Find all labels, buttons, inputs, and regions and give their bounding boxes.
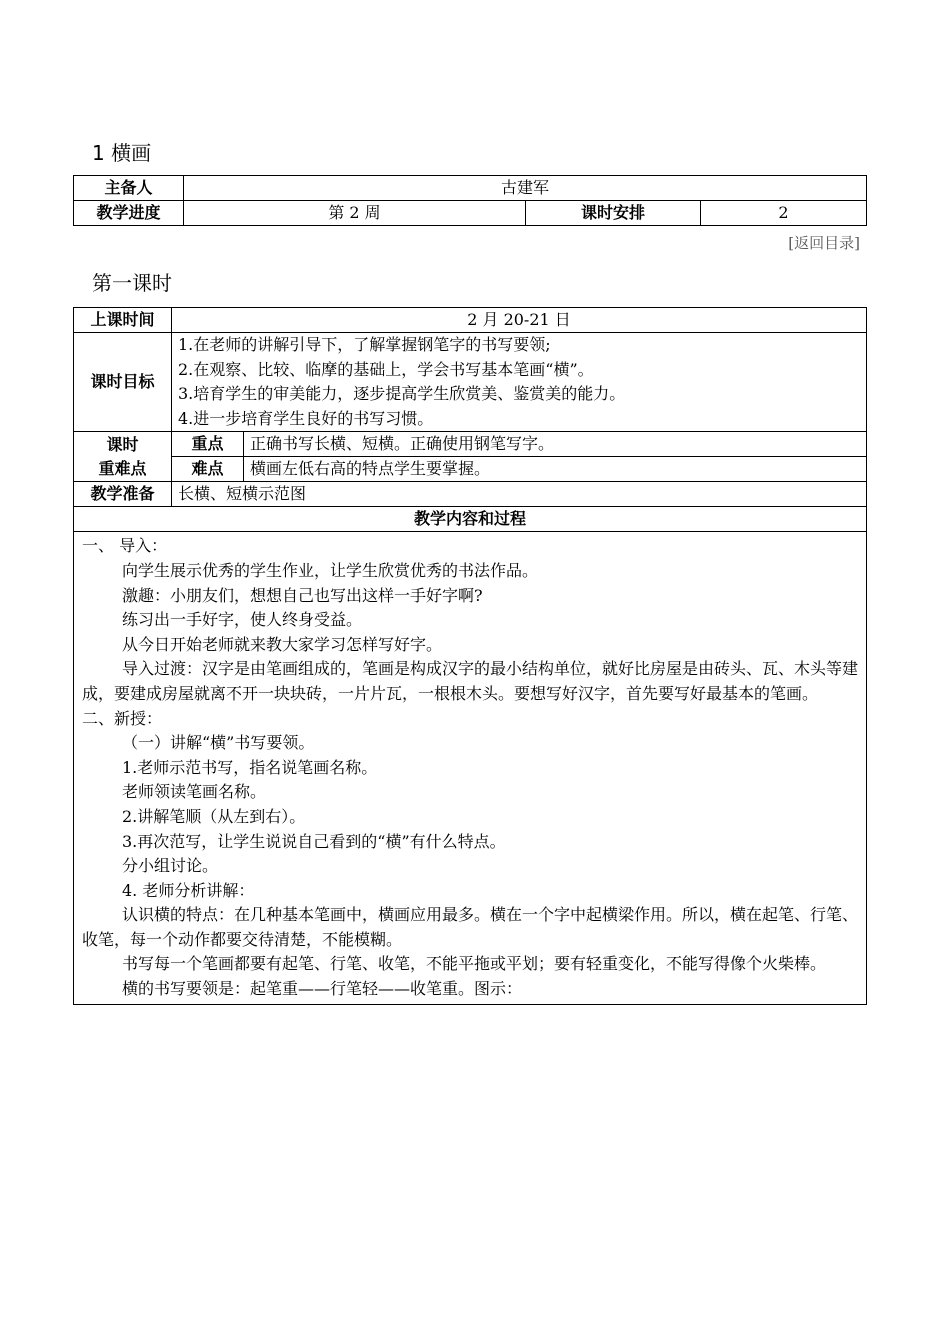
progress-label: 教学进度 xyxy=(74,201,184,226)
preparation-row xyxy=(74,482,867,507)
goals-label: 课时目标 xyxy=(74,333,172,432)
process-paragraph: 1.老师示范书写，指名说笔画名称。 xyxy=(122,757,378,777)
preparation-text: 长横、短横示范图 xyxy=(172,482,867,507)
goals-row xyxy=(74,333,867,432)
progress-value: 第 2 周 xyxy=(184,201,526,226)
process-paragraph: 激趣：小朋友们，想想自己也写出这样一手好字啊? xyxy=(122,585,483,605)
process-paragraph: 分小组讨论。 xyxy=(122,856,219,876)
goals-content xyxy=(172,333,867,432)
difficulty-label-line2: 重难点 xyxy=(98,458,147,478)
process-paragraph: （一）讲解“横”书写要领。 xyxy=(122,733,315,753)
lesson-title: 1 横画 xyxy=(92,141,152,165)
preparation-label: 教学准备 xyxy=(74,482,172,507)
key-point-label: 重点 xyxy=(172,432,244,457)
process-paragraph: 2.讲解笔顺（从左到右）。 xyxy=(122,806,306,826)
difficult-point-text: 横画左低右高的特点学生要掌握。 xyxy=(244,457,867,482)
info-table xyxy=(73,175,867,226)
preparer-row xyxy=(74,176,867,201)
preparer-value: 古建军 xyxy=(184,176,867,201)
section-title: 第一课时 xyxy=(92,271,172,295)
process-paragraph: 3.再次范写，让学生说说自己看到的“横”有什么特点。 xyxy=(122,831,506,851)
goal-item: 1.在老师的讲解引导下，了解掌握钢笔字的书写要领; xyxy=(178,335,551,354)
class-time-value: 2 月 20-21 日 xyxy=(172,308,867,333)
process-paragraph: 练习出一手好字，使人终身受益。 xyxy=(122,610,363,630)
preparer-label: 主备人 xyxy=(74,176,184,201)
process-paragraph: 认识横的特点：在几种基本笔画中，横画应用最多。横在一个字中起横梁作用。所以，横在起笔、行笔、收笔，每一个动作都要交待清楚，不能模糊。 xyxy=(82,905,859,949)
process-paragraph: 从今日开始老师就来教大家学习怎样写好字。 xyxy=(122,634,443,654)
process-paragraph: 导入过渡：汉字是由笔画组成的，笔画是构成汉字的最小结构单位，就好比房屋是由砖头、瓦、木头等建成，要建成房屋就离不开一块块砖，一片片瓦，一根根木头。要想写好汉字，首先要写好最基本的笔画。 xyxy=(82,659,859,703)
process-paragraph: 4. 老师分析讲解： xyxy=(122,880,255,900)
key-point-text: 正确书写长横、短横。正确使用钢笔写字。 xyxy=(244,432,867,457)
process-paragraph: 书写每一个笔画都要有起笔、行笔、收笔，不能平拖或平划；要有轻重变化，不能写得像个火柴棒。 xyxy=(122,954,827,974)
goal-item: 4.进一步培育学生良好的书写习惯。 xyxy=(178,408,434,428)
class-time-row xyxy=(74,308,867,333)
difficulty-label xyxy=(74,432,172,482)
process-paragraph: 横的书写要领是：起笔重——行笔轻——收笔重。图示： xyxy=(122,979,523,999)
difficult-point-row xyxy=(74,457,867,482)
periods-value: 2 xyxy=(701,201,867,226)
key-point-row xyxy=(74,432,867,457)
process-header-row xyxy=(74,507,867,532)
process-paragraph: 二、新授： xyxy=(82,708,163,728)
process-row xyxy=(74,532,867,1004)
lesson-table xyxy=(73,307,867,1005)
difficult-point-label: 难点 xyxy=(172,457,244,482)
difficulty-label-line1: 课时 xyxy=(106,434,139,454)
class-time-label: 上课时间 xyxy=(74,308,172,333)
periods-label: 课时安排 xyxy=(526,201,701,226)
process-header: 教学内容和过程 xyxy=(74,507,867,532)
process-paragraph: 向学生展示优秀的学生作业，让学生欣赏优秀的书法作品。 xyxy=(122,560,539,580)
process-paragraph: 一、 导入： xyxy=(82,536,168,556)
goal-item: 2.在观察、比较、临摩的基础上，学会书写基本笔画“横”。 xyxy=(178,359,594,379)
goal-item: 3.培育学生的审美能力，逐步提高学生欣赏美、鉴赏美的能力。 xyxy=(178,384,626,404)
process-content xyxy=(74,532,867,1004)
progress-row xyxy=(74,201,867,226)
back-to-contents-link[interactable]: [返回目录] xyxy=(788,234,860,252)
process-paragraph: 老师领读笔画名称。 xyxy=(122,782,267,802)
